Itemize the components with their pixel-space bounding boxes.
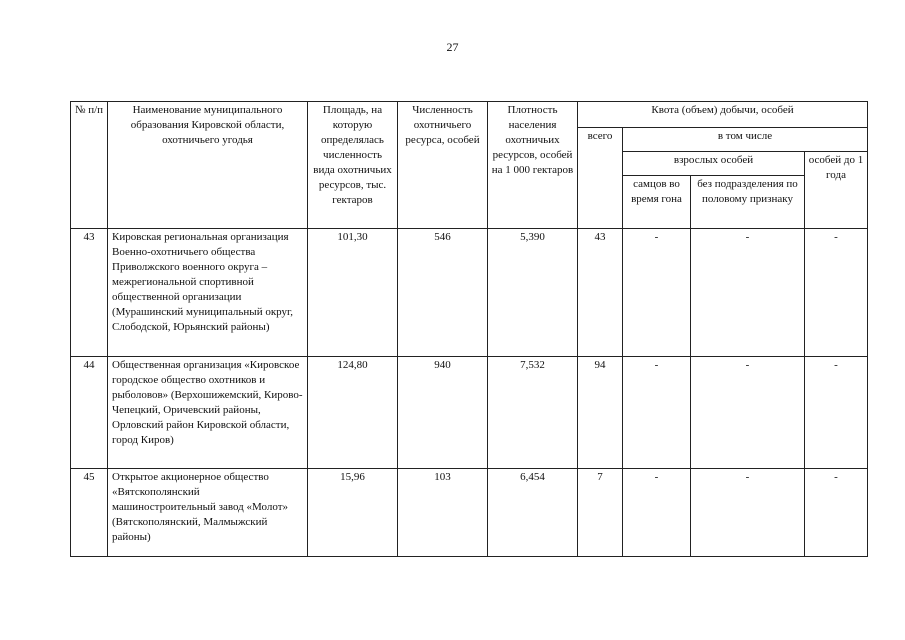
row-total: 7 <box>578 469 623 557</box>
header-name: Наименование муниципального образования Кировской области, охотничьего угодья <box>108 102 308 229</box>
row-males: - <box>623 229 691 357</box>
table-row <box>71 229 868 357</box>
header-incl: в том числе <box>623 128 868 152</box>
row-area: 101,30 <box>308 229 398 357</box>
row-males: - <box>623 357 691 469</box>
header-quota: Квота (объем) добычи, особей <box>578 102 868 128</box>
row-under1: - <box>805 469 868 557</box>
row-area: 124,80 <box>308 357 398 469</box>
row-total: 94 <box>578 357 623 469</box>
row-num: 44 <box>71 357 108 469</box>
row-area: 15,96 <box>308 469 398 557</box>
row-num: 43 <box>71 229 108 357</box>
row-count: 940 <box>398 357 488 469</box>
row-total: 43 <box>578 229 623 357</box>
row-count: 103 <box>398 469 488 557</box>
row-name: Общественная организация «Кировское городское общество охотников и рыболовов» (Верхошижемский, Кирово-Чепецкий, Оричевский районы, Орловский район Кировской области, город Киров) <box>108 357 308 469</box>
header-num: № п/п <box>71 102 108 229</box>
header-males: самцов во время гона <box>623 176 691 229</box>
row-under1: - <box>805 357 868 469</box>
quota-table <box>70 101 868 557</box>
row-density: 6,454 <box>488 469 578 557</box>
row-nosex: - <box>691 357 805 469</box>
header-count: Численность охотничьего ресурса, особей <box>398 102 488 229</box>
row-num: 45 <box>71 469 108 557</box>
row-under1: - <box>805 229 868 357</box>
header-adults: взрослых особей <box>623 152 805 176</box>
page-number: 27 <box>446 40 459 54</box>
header-density: Плотность населения охотничьих ресурсов, особей на 1 000 гектаров <box>488 102 578 229</box>
header-total: всего <box>578 128 623 229</box>
header-under1: особей до 1 года <box>805 152 868 229</box>
row-nosex: - <box>691 469 805 557</box>
row-name: Кировская региональная организация Военно-охотничьего общества Приволжского военного округа – межрегиональной спортивной общественной организации (Мурашинский муниципальный округ, Слободской, Юрьянский районы) <box>108 229 308 357</box>
row-males: - <box>623 469 691 557</box>
row-density: 5,390 <box>488 229 578 357</box>
table-row <box>71 469 868 557</box>
row-count: 546 <box>398 229 488 357</box>
row-nosex: - <box>691 229 805 357</box>
header-nosex: без подразделения по половому признаку <box>691 176 805 229</box>
header-area: Площадь, на которую определялась численность вида охотничьих ресурсов, тыс. гектаров <box>308 102 398 229</box>
table-row <box>71 357 868 469</box>
row-name: Открытое акционерное общество «Вятскополянский машиностроительный завод «Молот» (Вятскополянский, Малмыжский районы) <box>108 469 308 557</box>
row-density: 7,532 <box>488 357 578 469</box>
